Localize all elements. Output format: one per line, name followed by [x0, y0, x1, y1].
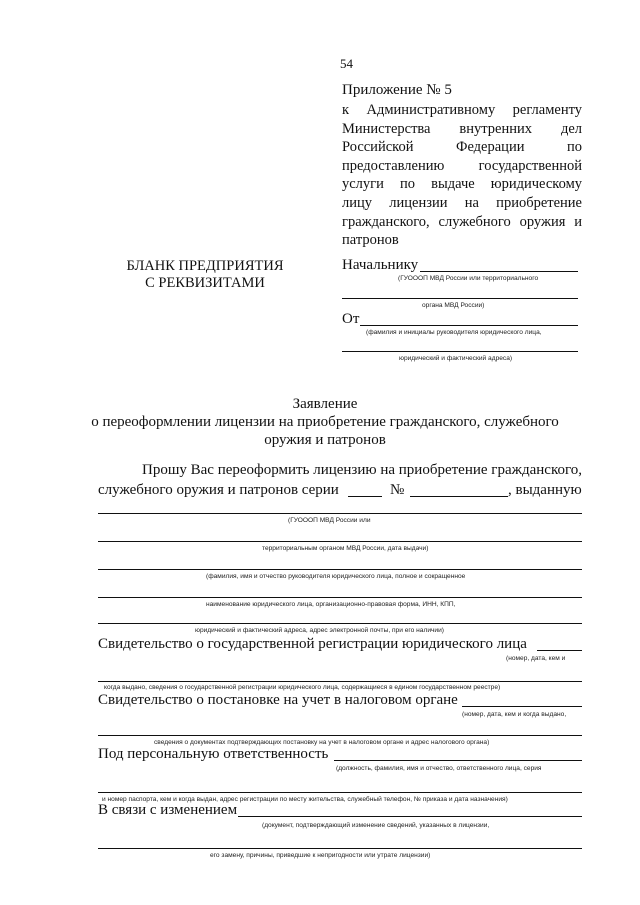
letterhead-line: БЛАНК ПРЕДПРИЯТИЯ — [126, 258, 284, 274]
organization-field[interactable] — [98, 597, 582, 598]
responsibility-field-continued[interactable] — [98, 792, 582, 793]
title-line: оружия и патронов — [264, 432, 386, 448]
issued-text: , выданную — [508, 482, 582, 498]
appendix-line: патронов — [342, 232, 399, 249]
change-field[interactable] — [238, 816, 582, 817]
appendix-line: Министерства внутренних дел — [342, 120, 582, 137]
change-label: В связи с изменением — [98, 802, 238, 818]
page-number: 54 — [340, 56, 353, 71]
to-hint: органа МВД России) — [422, 302, 485, 309]
document-title — [90, 395, 560, 449]
from-field-continued[interactable] — [342, 351, 578, 352]
tax-hint: сведения о документах подтверждающих постановку на учет в налоговом органе и адрес налогового органа) — [154, 739, 490, 746]
organization-hint: наименование юридического лица, организационно-правовая форма, ИНН, КПП, — [206, 601, 456, 608]
to-field-continued[interactable] — [342, 298, 578, 299]
responsibility-hint: (должность, фамилия, имя и отчество, ответственного лица, серия — [336, 765, 542, 772]
title-line: о переоформлении лицензии на приобретение гражданского, служебного — [91, 414, 559, 430]
license-number-field[interactable] — [410, 496, 508, 497]
from-hint: юридический и фактический адреса) — [399, 355, 513, 362]
address-field[interactable] — [98, 623, 582, 624]
registration-hint: когда выдано, сведения о государственной регистрации юридического лица, содержащиеся в едином государственном реестре) — [104, 684, 501, 691]
to-hint: (ГУОООП МВД России или территориального — [398, 275, 539, 282]
change-hint: (документ, подтверждающий изменение сведений, указанных в лицензии, — [262, 822, 490, 829]
series-field[interactable] — [348, 496, 382, 497]
registration-field-continued[interactable] — [98, 681, 582, 682]
letterhead-line: С РЕКВИЗИТАМИ — [145, 275, 265, 291]
letterhead-placeholder — [105, 258, 305, 292]
registration-label: Свидетельство о государственной регистрации юридического лица — [98, 636, 527, 652]
appendix-line: гражданского, служебного оружия и — [342, 213, 582, 230]
change-field-continued[interactable] — [98, 848, 582, 849]
head-name-hint: (фамилия, имя и отчество руководителя юридического лица, полное и сокращенное — [206, 573, 466, 580]
tax-field[interactable] — [462, 706, 582, 707]
from-hint: (фамилия и инициалы руководителя юридического лица, — [366, 329, 542, 336]
to-field[interactable] — [420, 271, 578, 272]
appendix-line: лицу лицензии на приобретение — [342, 194, 582, 211]
issuer-hint: (ГУОООП МВД России или — [288, 517, 371, 524]
appendix-title: Приложение № 5 — [342, 82, 452, 98]
tax-label: Свидетельство о постановке на учет в налоговом органе — [98, 692, 458, 708]
tax-hint: (номер, дата, кем и когда выдано, — [462, 711, 567, 718]
registration-field[interactable] — [537, 650, 582, 651]
title-line: Заявление — [292, 396, 358, 412]
responsibility-label: Под персональную ответственность — [98, 746, 329, 762]
from-field[interactable] — [360, 325, 578, 326]
change-hint: его замену, причины, приведшие к непригодности или утрате лицензии) — [210, 852, 431, 859]
head-name-field[interactable] — [98, 569, 582, 570]
address-hint: юридический и фактический адреса, адрес электронной почты, при его наличии) — [195, 627, 444, 634]
to-label: Начальнику — [342, 257, 419, 273]
appendix-line: к Административному регламенту — [342, 102, 582, 118]
appendix-line: Российской Федерации по — [342, 139, 582, 156]
responsibility-field[interactable] — [334, 760, 582, 761]
issuer-date-field[interactable] — [98, 541, 582, 542]
responsibility-hint: и номер паспорта, кем и когда выдан, адрес регистрации по месту жительства, служебный телефон, № приказа и дата назначения) — [102, 796, 508, 803]
tax-field-continued[interactable] — [98, 735, 582, 736]
registration-hint: (номер, дата, кем и — [506, 655, 566, 662]
appendix-line: услуги по выдаче юридическому — [342, 176, 582, 193]
issuer-hint: территориальным органом МВД России, дата выдачи) — [262, 545, 429, 552]
issuer-field[interactable] — [98, 513, 582, 514]
appendix-text — [342, 101, 582, 250]
request-text: Прошу Вас переоформить лицензию на приобретение гражданского, — [142, 462, 582, 478]
request-text: служебного оружия и патронов серии — [98, 482, 339, 498]
number-sign: № — [390, 482, 405, 498]
appendix-line: предоставлению государственной — [342, 157, 582, 174]
from-label: От — [342, 311, 360, 327]
